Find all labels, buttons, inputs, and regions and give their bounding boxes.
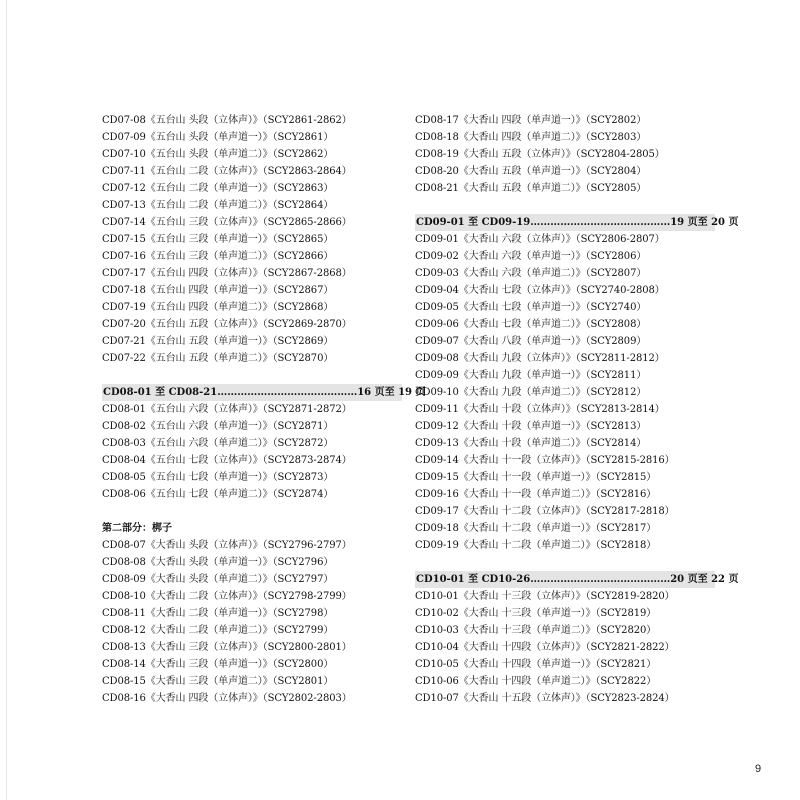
track-entry: CD08-17《大香山 四段（单声道一）》（SCY2802）: [415, 115, 647, 126]
spacer: [415, 197, 715, 214]
track-entry: CD08-18《大香山 四段（单声道二）》（SCY2803）: [415, 132, 647, 143]
track-entry: CD09-12《大香山 十段（单声道一）》（SCY2813）: [415, 421, 647, 432]
track-entry: CD07-21《五台山 五段（单声道一）》（SCY2869）: [102, 336, 334, 347]
track-entry: CD09-15《大香山 十一段（单声道一）》（SCY2815）: [415, 472, 657, 483]
track-entry: CD09-14《大香山 十一段（立体声）》（SCY2815-2816）: [415, 455, 675, 466]
track-entry: CD07-12《五台山 二段（单声道一）》（SCY2863）: [102, 183, 334, 194]
track-entry: CD10-06《大香山 十四段（单声道二）》（SCY2822）: [415, 676, 657, 687]
track-entry: CD07-22《五台山 五段（单声道二）》（SCY2870）: [102, 353, 334, 364]
track-entry: CD09-08《大香山 九段（立体声）》（SCY2811-2812）: [415, 353, 665, 364]
page-number: 9: [755, 763, 762, 775]
track-entry: CD09-10《大香山 九段（单声道二）》（SCY2812）: [415, 387, 647, 398]
track-entry: CD09-01《大香山 六段（立体声）》（SCY2806-2807）: [415, 234, 665, 245]
spacer: [102, 503, 402, 520]
track-entry: CD09-03《大香山 六段（单声道二）》（SCY2807）: [415, 268, 647, 279]
track-entry: CD08-15《大香山 三段（单声道二）》（SCY2801）: [102, 676, 334, 687]
track-entry: CD08-20《大香山 五段（单声道一）》（SCY2804）: [415, 166, 647, 177]
track-entry: CD08-05《五台山 七段（单声道一）》（SCY2873）: [102, 472, 334, 483]
track-entry: CD09-17《大香山 十二段（立体声）》（SCY2817-2818）: [415, 506, 675, 517]
right-column: [415, 112, 739, 707]
track-entry: CD09-13《大香山 十段（单声道二）》（SCY2814）: [415, 438, 647, 449]
track-entry: CD08-01《五台山 六段（立体声）》（SCY2871-2872）: [102, 404, 352, 415]
section-range-header: CD09-01 至 CD09-19……………………………………19 页至 20 页: [415, 214, 715, 231]
track-entry: CD09-06《大香山 七段（单声道二）》（SCY2808）: [415, 319, 647, 330]
track-entry: CD08-08《大香山 头段（单声道一）》（SCY2796）: [102, 557, 334, 568]
track-entry: CD08-14《大香山 三段（单声道一）》（SCY2800）: [102, 659, 334, 670]
track-entry: CD07-15《五台山 三段（单声道一）》（SCY2865）: [102, 234, 334, 245]
track-entry: CD08-07《大香山 头段（立体声）》（SCY2796-2797）: [102, 540, 352, 551]
track-entry: CD09-11《大香山 十段（立体声）》（SCY2813-2814）: [415, 404, 665, 415]
track-entry: CD10-01《大香山 十三段（立体声）》（SCY2819-2820）: [415, 591, 675, 602]
track-entry: CD08-03《五台山 六段（单声道二）》（SCY2872）: [102, 438, 334, 449]
track-entry: CD09-04《大香山 七段（立体声）》（SCY2740-2808）: [415, 285, 665, 296]
track-entry: CD08-19《大香山 五段（立体声）》（SCY2804-2805）: [415, 149, 665, 160]
track-entry: CD08-02《五台山 六段（单声道一）》（SCY2871）: [102, 421, 334, 432]
track-entry: CD07-20《五台山 五段（立体声）》（SCY2869-2870）: [102, 319, 352, 330]
track-entry: CD09-05《大香山 七段（单声道一）》（SCY2740）: [415, 302, 647, 313]
track-entry: CD09-16《大香山 十一段（单声道二）》（SCY2816）: [415, 489, 657, 500]
track-entry: CD08-13《大香山 三段（立体声）》（SCY2800-2801）: [102, 642, 352, 653]
track-entry: CD07-19《五台山 四段（单声道二）》（SCY2868）: [102, 302, 334, 313]
track-entry: CD10-02《大香山 十三段（单声道一）》（SCY2819）: [415, 608, 657, 619]
track-entry: CD07-14《五台山 三段（立体声）》（SCY2865-2866）: [102, 217, 352, 228]
track-entry: CD08-09《大香山 头段（单声道二）》（SCY2797）: [102, 574, 334, 585]
track-entry: CD07-10《五台山 头段（单声道二）》（SCY2862）: [102, 149, 334, 160]
track-entry: CD07-17《五台山 四段（立体声）》（SCY2867-2868）: [102, 268, 352, 279]
track-entry: CD09-07《大香山 八段（单声道一）》（SCY2809）: [415, 336, 647, 347]
track-entry: CD08-11《大香山 二段（单声道一）》（SCY2798）: [102, 608, 334, 619]
section-title: 第二部分：梆子: [102, 523, 172, 534]
spacer: [102, 367, 402, 384]
track-entry: CD08-16《大香山 四段（立体声）》（SCY2802-2803）: [102, 693, 352, 704]
track-entry: CD07-13《五台山 二段（单声道二）》（SCY2864）: [102, 200, 334, 211]
spacer: [415, 554, 715, 571]
track-entry: CD09-19《大香山 十二段（单声道二）》（SCY2818）: [415, 540, 657, 551]
section-range-header: CD08-01 至 CD08-21……………………………………16 页至 19 页: [102, 384, 402, 401]
track-entry: CD07-18《五台山 四段（单声道一）》（SCY2867）: [102, 285, 334, 296]
track-entry: CD08-12《大香山 二段（单声道二）》（SCY2799）: [102, 625, 334, 636]
track-entry: CD10-03《大香山 十三段（单声道二）》（SCY2820）: [415, 625, 657, 636]
left-column: [102, 112, 426, 707]
section-range-header: CD10-01 至 CD10-26……………………………………20 页至 22 页: [415, 571, 715, 588]
track-entry: CD10-07《大香山 十五段（立体声）》（SCY2823-2824）: [415, 693, 675, 704]
track-entry: CD08-04《五台山 七段（立体声）》（SCY2873-2874）: [102, 455, 352, 466]
track-entry: CD09-18《大香山 十二段（单声道一）》（SCY2817）: [415, 523, 657, 534]
track-entry: CD07-11《五台山 二段（立体声）》（SCY2863-2864）: [102, 166, 352, 177]
track-entry: CD09-09《大香山 九段（单声道一）》（SCY2811）: [415, 370, 647, 381]
track-entry: CD07-09《五台山 头段（单声道一）》（SCY2861）: [102, 132, 334, 143]
track-entry: CD08-10《大香山 二段（立体声）》（SCY2798-2799）: [102, 591, 352, 602]
track-entry: CD10-04《大香山 十四段（立体声）》（SCY2821-2822）: [415, 642, 675, 653]
track-entry: CD07-16《五台山 三段（单声道二）》（SCY2866）: [102, 251, 334, 262]
track-entry: CD08-06《五台山 七段（单声道二）》（SCY2874）: [102, 489, 334, 500]
page-edge-line: [6, 0, 7, 800]
track-entry: CD08-21《大香山 五段（单声道二）》（SCY2805）: [415, 183, 647, 194]
track-entry: CD10-05《大香山 十四段（单声道一）》（SCY2821）: [415, 659, 657, 670]
track-entry: CD09-02《大香山 六段（单声道一）》（SCY2806）: [415, 251, 647, 262]
track-entry: CD07-08《五台山 头段（立体声）》（SCY2861-2862）: [102, 115, 352, 126]
